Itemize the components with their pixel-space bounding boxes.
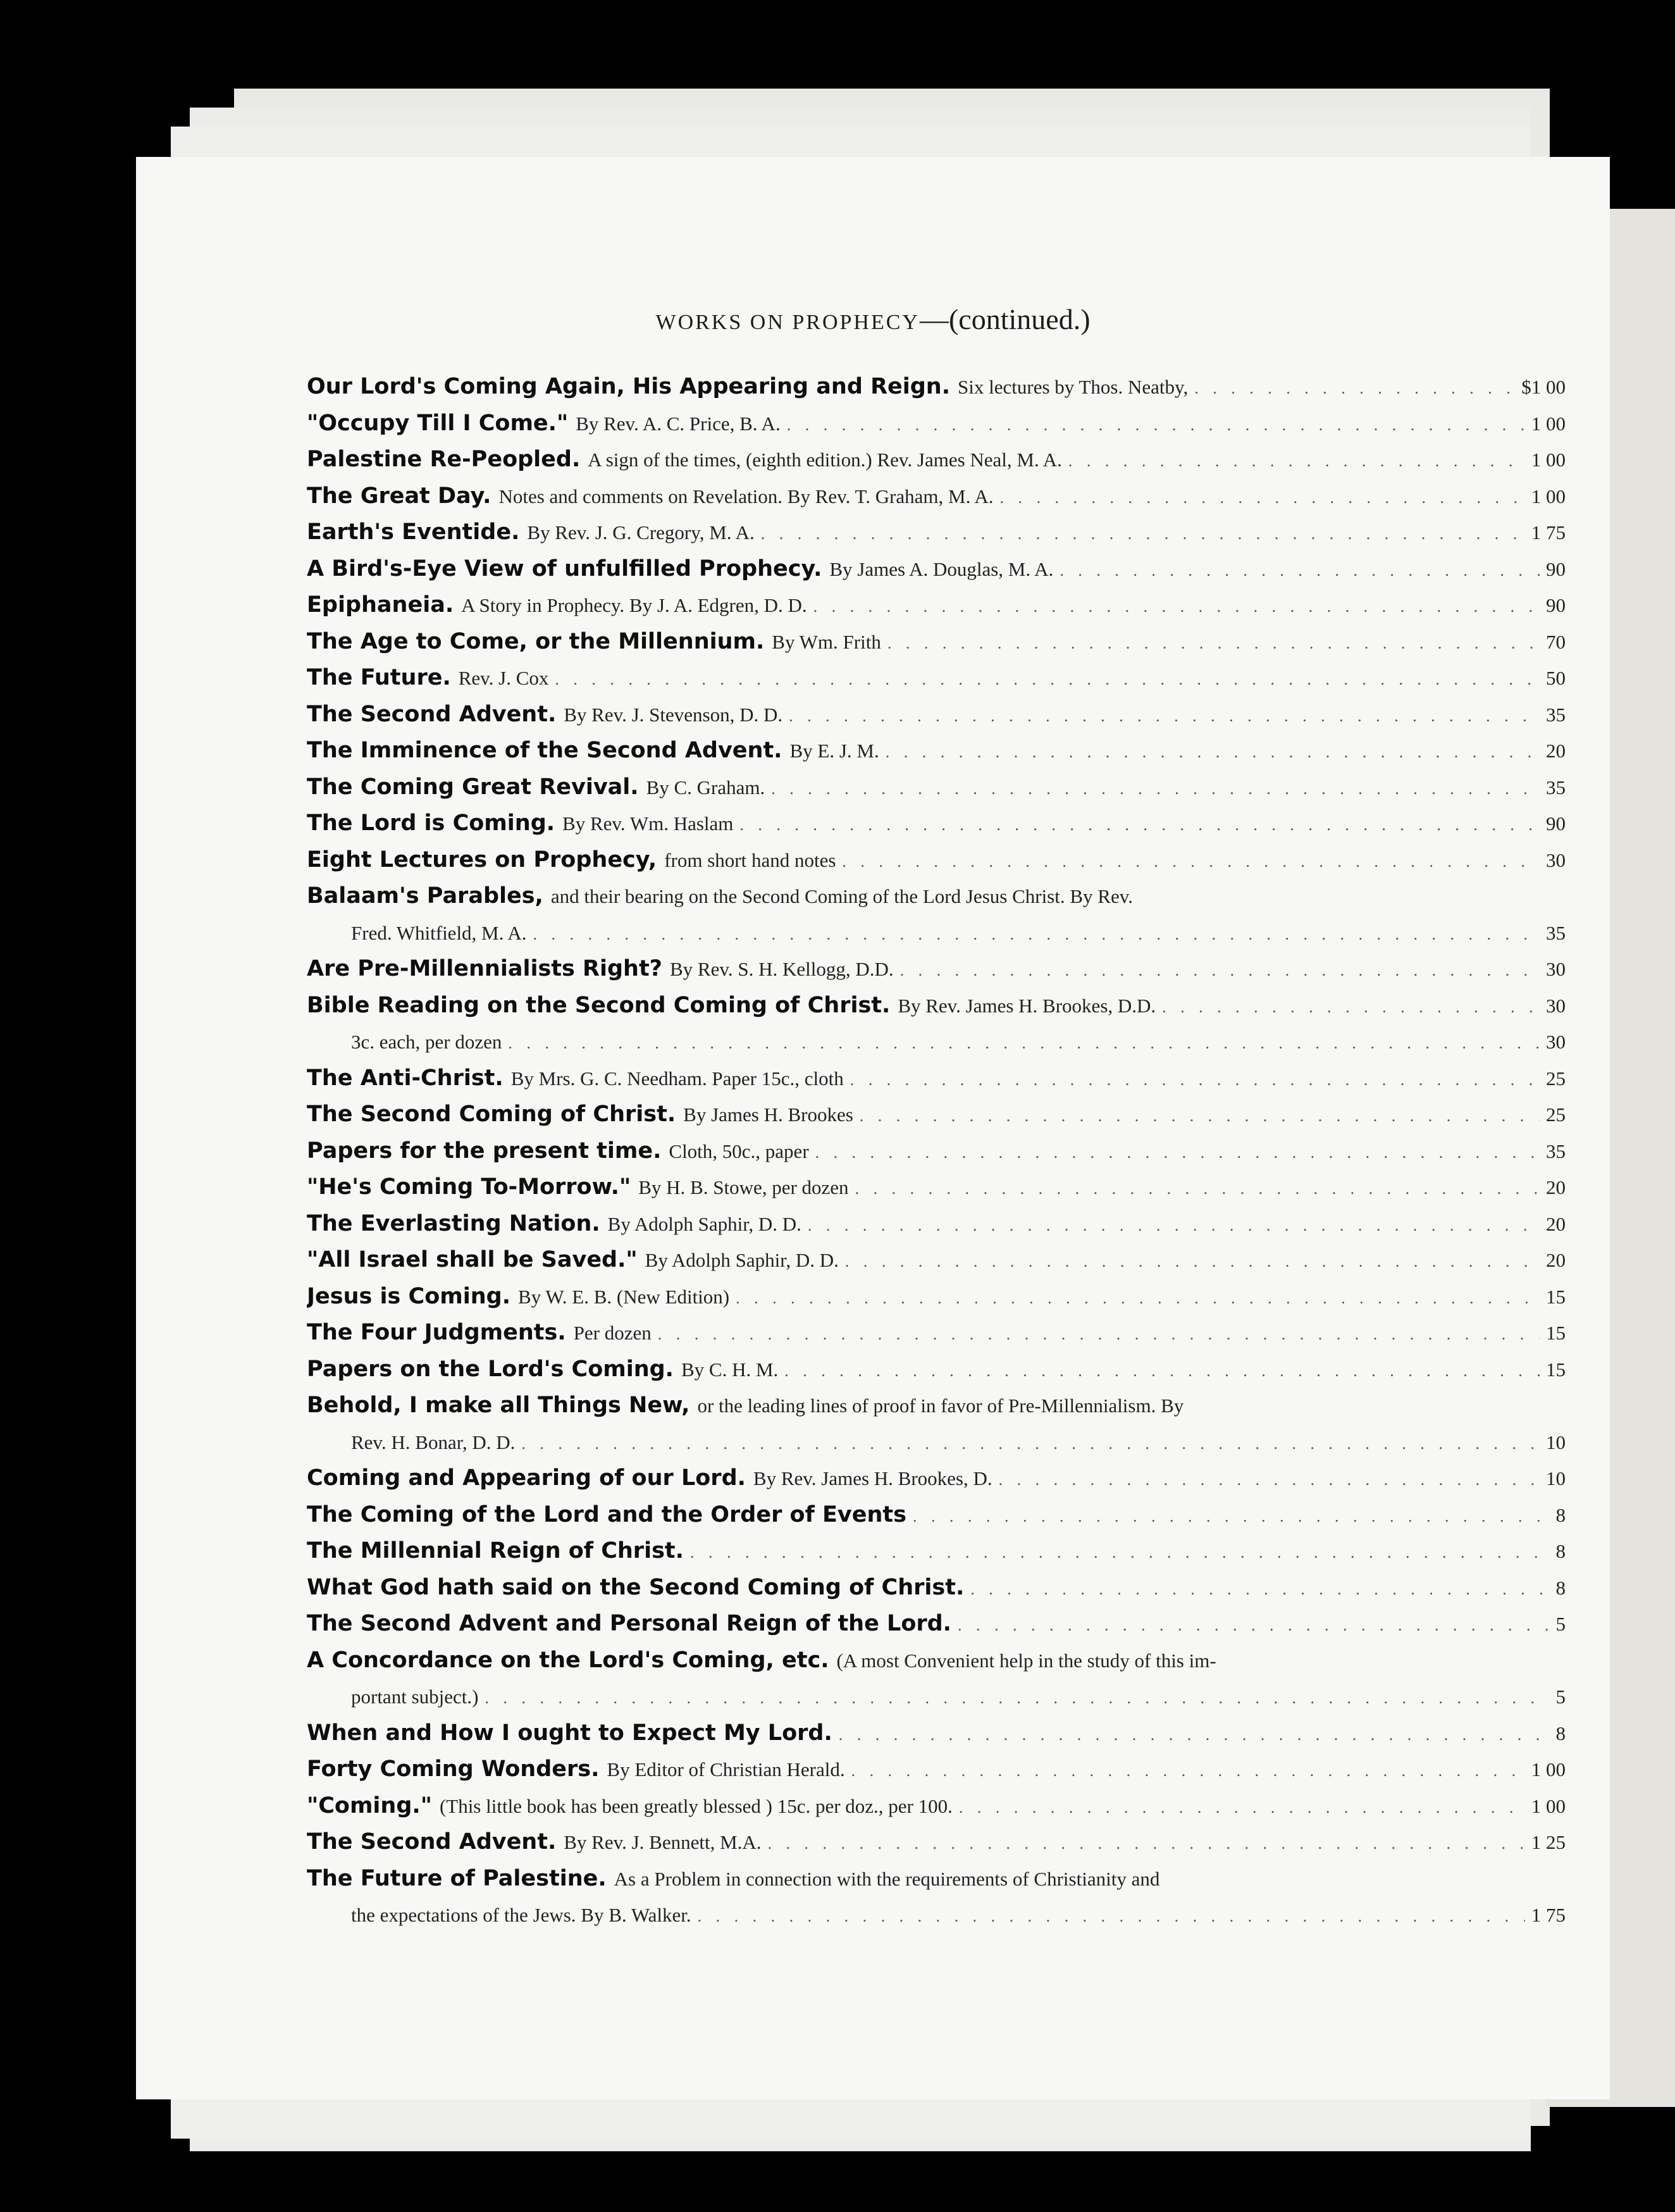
book-price: 90 bbox=[1546, 812, 1566, 835]
book-list bbox=[307, 369, 1566, 1934]
book-entry bbox=[307, 514, 1566, 551]
book-description: By James H. Brookes bbox=[683, 1103, 853, 1126]
book-price: 1 75 bbox=[1531, 1904, 1566, 1926]
book-entry bbox=[307, 733, 1566, 769]
book-entry bbox=[307, 1315, 1566, 1351]
entry-line bbox=[307, 1606, 1566, 1643]
entry-line bbox=[307, 1279, 1566, 1315]
book-title: Are Pre-Millennialists Right? bbox=[307, 956, 662, 981]
book-entry bbox=[307, 587, 1566, 624]
book-price: 25 bbox=[1546, 1103, 1566, 1126]
book-price: 20 bbox=[1546, 740, 1566, 762]
book-price: $1 00 bbox=[1521, 376, 1566, 398]
entry-line bbox=[307, 514, 1566, 551]
book-entry bbox=[307, 878, 1566, 951]
book-description-continued: the expectations of the Jews. By B. Walker. bbox=[351, 1904, 691, 1926]
book-title: The Imminence of the Second Advent. bbox=[307, 738, 782, 763]
entry-line bbox=[307, 697, 1566, 733]
book-entry bbox=[307, 1133, 1566, 1170]
dot-leader bbox=[850, 1062, 1540, 1097]
book-title: The Four Judgments. bbox=[307, 1320, 566, 1345]
book-entry bbox=[307, 805, 1566, 842]
book-title: The Millennial Reign of Christ. bbox=[307, 1538, 684, 1563]
book-entry bbox=[307, 442, 1566, 478]
book-title: Jesus is Coming. bbox=[307, 1283, 511, 1309]
dot-leader bbox=[887, 625, 1540, 661]
entry-line bbox=[307, 406, 1566, 442]
book-price: 20 bbox=[1546, 1249, 1566, 1271]
entry-line bbox=[307, 587, 1566, 624]
book-entry bbox=[307, 988, 1566, 1060]
entry-continuation-line bbox=[307, 1024, 1566, 1060]
entry-line bbox=[307, 805, 1566, 842]
book-title: The Future of Palestine. bbox=[307, 1865, 607, 1891]
heading-continued: —(continued.) bbox=[919, 303, 1091, 335]
book-title: Papers for the present time. bbox=[307, 1138, 662, 1164]
entry-line bbox=[307, 1206, 1566, 1243]
book-description: Six lectures by Thos. Neatby, bbox=[958, 376, 1189, 398]
book-entry bbox=[307, 697, 1566, 733]
book-description: By Adolph Saphir, D. D. bbox=[645, 1249, 839, 1271]
book-title: What God hath said on the Second Coming of Christ. bbox=[307, 1574, 965, 1600]
book-description: By Rev. S. H. Kellogg, D.D. bbox=[669, 958, 894, 980]
entry-continuation-line bbox=[307, 1424, 1566, 1461]
dot-leader bbox=[761, 516, 1525, 551]
entry-line bbox=[307, 369, 1566, 406]
book-price: 15 bbox=[1546, 1322, 1566, 1344]
entry-line bbox=[307, 1533, 1566, 1570]
book-price: 70 bbox=[1546, 630, 1566, 653]
book-price: 35 bbox=[1546, 776, 1566, 798]
book-description: A Story in Prophecy. By J. A. Edgren, D. D. bbox=[461, 594, 807, 616]
dot-leader bbox=[842, 843, 1540, 879]
entry-line bbox=[307, 769, 1566, 806]
entry-line bbox=[307, 624, 1566, 661]
entry-continuation-line bbox=[307, 915, 1566, 952]
book-description: Rev. J. Cox bbox=[458, 667, 549, 689]
entry-line bbox=[307, 988, 1566, 1024]
book-price: 30 bbox=[1546, 958, 1566, 980]
catalog-page bbox=[136, 157, 1610, 2099]
book-description: Cloth, 50c., paper bbox=[669, 1140, 809, 1162]
book-entry bbox=[307, 1388, 1566, 1460]
dot-leader bbox=[808, 1207, 1540, 1243]
book-entry bbox=[307, 660, 1566, 697]
book-description: Notes and comments on Revelation. By Rev. T. Graham, M. A. bbox=[498, 485, 994, 507]
book-price: 5 bbox=[1555, 1686, 1566, 1708]
book-description: By Wm. Frith bbox=[772, 630, 881, 653]
book-title: Balaam's Parables, bbox=[307, 883, 543, 909]
dot-leader bbox=[789, 698, 1540, 733]
dot-leader bbox=[768, 1825, 1525, 1861]
book-description: By W. E. B. (New Edition) bbox=[518, 1285, 730, 1308]
dot-leader bbox=[839, 1717, 1550, 1752]
book-price: 8 bbox=[1555, 1576, 1566, 1599]
book-description-continued: Rev. H. Bonar, D. D. bbox=[351, 1431, 516, 1453]
book-title: "All Israel shall be Saved." bbox=[307, 1247, 638, 1272]
book-price: 1 00 bbox=[1531, 1794, 1566, 1817]
book-description: and their bearing on the Second Coming of the Lord Jesus Christ. By Rev. bbox=[550, 885, 1133, 907]
entry-line bbox=[307, 1824, 1566, 1861]
book-entry bbox=[307, 1497, 1566, 1534]
entry-line bbox=[307, 1570, 1566, 1606]
heading-title: WORKS ON PROPHECY bbox=[655, 311, 920, 334]
dot-leader bbox=[1068, 443, 1525, 478]
entry-line bbox=[307, 878, 1566, 915]
book-description: (This little book has been greatly blessed ) 15c. per doz., per 100. bbox=[439, 1794, 953, 1817]
entry-line bbox=[307, 1315, 1566, 1351]
book-title: "He's Coming To-Morrow." bbox=[307, 1174, 631, 1200]
dot-leader bbox=[521, 1426, 1540, 1461]
book-price: 30 bbox=[1546, 848, 1566, 871]
entry-line bbox=[307, 478, 1566, 515]
book-description: A sign of the times, (eighth edition.) Rev. James Neal, M. A. bbox=[588, 449, 1062, 471]
book-entry bbox=[307, 1460, 1566, 1497]
book-entry bbox=[307, 1861, 1566, 1934]
entry-line bbox=[307, 1388, 1566, 1424]
book-entry bbox=[307, 1751, 1566, 1788]
entry-line bbox=[307, 1169, 1566, 1206]
book-description: By E. J. M. bbox=[789, 740, 879, 762]
book-price: 1 00 bbox=[1531, 1758, 1566, 1780]
book-price: 1 75 bbox=[1531, 521, 1566, 544]
book-price: 20 bbox=[1546, 1212, 1566, 1235]
book-description: (A most Convenient help in the study of this im- bbox=[836, 1649, 1216, 1672]
book-entry bbox=[307, 1242, 1566, 1279]
dot-leader bbox=[1194, 370, 1515, 406]
dot-leader bbox=[784, 1353, 1540, 1388]
book-entry bbox=[307, 1606, 1566, 1643]
book-entry bbox=[307, 1169, 1566, 1206]
book-description: By H. B. Stowe, per dozen bbox=[638, 1176, 849, 1198]
dot-leader bbox=[970, 1571, 1549, 1606]
book-description: By Rev. A. C. Price, B. A. bbox=[576, 412, 781, 435]
book-description: By James A. Douglas, M. A. bbox=[829, 557, 1054, 580]
book-price: 50 bbox=[1546, 667, 1566, 689]
book-price: 1 00 bbox=[1531, 485, 1566, 507]
dot-leader bbox=[958, 1607, 1550, 1643]
book-price: 1 00 bbox=[1531, 449, 1566, 471]
book-entry bbox=[307, 951, 1566, 988]
entry-line bbox=[307, 551, 1566, 588]
dot-leader bbox=[690, 1534, 1550, 1570]
book-description: As a Problem in connection with the requirements of Christianity and bbox=[614, 1867, 1160, 1890]
book-description: By Rev. James H. Brookes, D.D. bbox=[898, 994, 1156, 1017]
book-entry bbox=[307, 1824, 1566, 1861]
book-title: Earth's Eventide. bbox=[307, 519, 520, 545]
book-price: 20 bbox=[1546, 1176, 1566, 1198]
entry-line bbox=[307, 1751, 1566, 1788]
book-title: Our Lord's Coming Again, His Appearing and Reign. bbox=[307, 374, 951, 399]
book-price: 90 bbox=[1546, 557, 1566, 580]
dot-leader bbox=[739, 807, 1540, 842]
entry-line bbox=[307, 1788, 1566, 1825]
book-title: The Coming Great Revival. bbox=[307, 774, 639, 800]
book-price: 25 bbox=[1546, 1067, 1566, 1090]
dot-leader bbox=[855, 1171, 1540, 1206]
entry-line bbox=[307, 1497, 1566, 1534]
book-price: 10 bbox=[1546, 1431, 1566, 1453]
dot-leader bbox=[1000, 480, 1525, 515]
book-entry bbox=[307, 624, 1566, 661]
book-title: Bible Reading on the Second Coming of Christ. bbox=[307, 992, 891, 1018]
book-entry bbox=[307, 842, 1566, 879]
dot-leader bbox=[851, 1753, 1525, 1788]
book-price: 15 bbox=[1546, 1285, 1566, 1308]
book-price: 30 bbox=[1546, 994, 1566, 1017]
book-title: The Age to Come, or the Millennium. bbox=[307, 628, 765, 654]
book-title: When and How I ought to Expect My Lord. bbox=[307, 1720, 832, 1746]
book-title: Palestine Re-Peopled. bbox=[307, 447, 581, 472]
book-entry bbox=[307, 1643, 1566, 1715]
entry-line bbox=[307, 1060, 1566, 1097]
dot-leader bbox=[999, 1462, 1540, 1497]
book-title: Epiphaneia. bbox=[307, 592, 454, 618]
dot-leader bbox=[485, 1680, 1549, 1715]
entry-line bbox=[307, 842, 1566, 879]
book-description: By Mrs. G. C. Needham. Paper 15c., cloth bbox=[510, 1067, 844, 1090]
book-price: 1 00 bbox=[1531, 412, 1566, 435]
dot-leader bbox=[533, 916, 1540, 952]
book-entry bbox=[307, 1279, 1566, 1315]
book-description: By Adolph Saphir, D. D. bbox=[607, 1212, 801, 1235]
book-title: The Great Day. bbox=[307, 483, 491, 509]
book-entry bbox=[307, 1351, 1566, 1388]
book-description-continued: portant subject.) bbox=[351, 1686, 479, 1708]
dot-leader bbox=[1060, 552, 1540, 588]
book-title: Papers on the Lord's Coming. bbox=[307, 1356, 674, 1382]
book-description-continued: Fred. Whitfield, M. A. bbox=[351, 921, 527, 944]
book-title: The Future. bbox=[307, 665, 451, 690]
book-title: The Second Advent. bbox=[307, 701, 557, 727]
book-description: By Editor of Christian Herald. bbox=[607, 1758, 845, 1780]
book-title: Eight Lectures on Prophecy, bbox=[307, 847, 657, 873]
dot-leader bbox=[771, 771, 1540, 806]
entry-line bbox=[307, 1097, 1566, 1133]
dot-leader bbox=[555, 661, 1540, 697]
entry-line bbox=[307, 1242, 1566, 1279]
book-description: By Rev. Wm. Haslam bbox=[562, 812, 734, 835]
entry-line bbox=[307, 442, 1566, 478]
dot-leader bbox=[736, 1280, 1540, 1315]
book-price: 30 bbox=[1546, 1031, 1566, 1053]
book-entry bbox=[307, 1533, 1566, 1570]
entry-line bbox=[307, 660, 1566, 697]
book-description: By C. Graham. bbox=[646, 776, 765, 798]
book-price: 35 bbox=[1546, 921, 1566, 944]
book-title: Forty Coming Wonders. bbox=[307, 1756, 600, 1782]
entry-continuation-line bbox=[307, 1679, 1566, 1715]
dot-leader bbox=[1162, 989, 1540, 1024]
book-price: 8 bbox=[1555, 1503, 1566, 1526]
book-description: By Rev. J. G. Cregory, M. A. bbox=[527, 521, 755, 544]
page-heading bbox=[136, 302, 1610, 336]
book-price: 90 bbox=[1546, 594, 1566, 616]
entry-line bbox=[307, 1861, 1566, 1898]
book-title: The Everlasting Nation. bbox=[307, 1210, 600, 1236]
book-entry bbox=[307, 1097, 1566, 1133]
book-entry bbox=[307, 1788, 1566, 1825]
entry-line bbox=[307, 1715, 1566, 1752]
book-title: The Lord is Coming. bbox=[307, 811, 555, 836]
book-price: 10 bbox=[1546, 1467, 1566, 1489]
book-title: The Second Advent. bbox=[307, 1829, 557, 1855]
book-title: Coming and Appearing of our Lord. bbox=[307, 1465, 746, 1491]
book-title: The Second Coming of Christ. bbox=[307, 1102, 676, 1127]
entry-line bbox=[307, 1460, 1566, 1497]
dot-leader bbox=[913, 1498, 1550, 1534]
book-description: By Rev. J. Stevenson, D. D. bbox=[564, 703, 783, 726]
entry-continuation-line bbox=[307, 1897, 1566, 1934]
book-description: or the leading lines of proof in favor of Pre-Millennialism. By bbox=[697, 1395, 1184, 1417]
book-price: 1 25 bbox=[1531, 1831, 1566, 1853]
dot-leader bbox=[959, 1789, 1525, 1825]
dot-leader bbox=[845, 1243, 1540, 1279]
dot-leader bbox=[886, 734, 1540, 769]
book-entry bbox=[307, 1715, 1566, 1752]
dot-leader bbox=[815, 1134, 1540, 1170]
entry-line bbox=[307, 1643, 1566, 1679]
book-entry bbox=[307, 1060, 1566, 1097]
book-price: 15 bbox=[1546, 1358, 1566, 1381]
entry-line bbox=[307, 1351, 1566, 1388]
book-description: Per dozen bbox=[573, 1322, 652, 1344]
book-price: 8 bbox=[1555, 1722, 1566, 1744]
book-title: The Coming of the Lord and the Order of Events bbox=[307, 1501, 906, 1527]
book-title: "Occupy Till I Come." bbox=[307, 410, 569, 436]
book-entry bbox=[307, 406, 1566, 442]
dot-leader bbox=[787, 407, 1525, 442]
book-entry bbox=[307, 769, 1566, 806]
book-title: The Second Advent and Personal Reign of the Lord. bbox=[307, 1611, 951, 1636]
book-price: 35 bbox=[1546, 1140, 1566, 1162]
book-title: Behold, I make all Things New, bbox=[307, 1393, 690, 1418]
book-description: By Rev. J. Bennett, M.A. bbox=[564, 1831, 762, 1853]
book-description: By Rev. James H. Brookes, D. bbox=[753, 1467, 992, 1489]
entry-line bbox=[307, 951, 1566, 988]
book-price: 35 bbox=[1546, 703, 1566, 726]
dot-leader bbox=[860, 1098, 1540, 1133]
book-title: "Coming." bbox=[307, 1793, 432, 1818]
dot-leader bbox=[900, 952, 1540, 988]
book-description-continued: 3c. each, per dozen bbox=[351, 1031, 502, 1053]
dot-leader bbox=[508, 1025, 1540, 1060]
book-title: A Concordance on the Lord's Coming, etc. bbox=[307, 1647, 829, 1673]
book-entry bbox=[307, 1206, 1566, 1243]
book-title: The Anti-Christ. bbox=[307, 1065, 504, 1091]
book-entry bbox=[307, 1570, 1566, 1606]
book-entry bbox=[307, 478, 1566, 515]
book-description: from short hand notes bbox=[664, 848, 836, 871]
book-price: 5 bbox=[1555, 1613, 1566, 1635]
book-price: 8 bbox=[1555, 1540, 1566, 1562]
entry-line bbox=[307, 1133, 1566, 1170]
book-description: By C. H. M. bbox=[681, 1358, 779, 1381]
book-title: A Bird's-Eye View of unfulfilled Prophecy. bbox=[307, 556, 822, 581]
dot-leader bbox=[813, 588, 1540, 624]
entry-line bbox=[307, 733, 1566, 769]
dot-leader bbox=[698, 1898, 1525, 1934]
dot-leader bbox=[658, 1316, 1540, 1351]
book-entry bbox=[307, 369, 1566, 406]
book-entry bbox=[307, 551, 1566, 588]
